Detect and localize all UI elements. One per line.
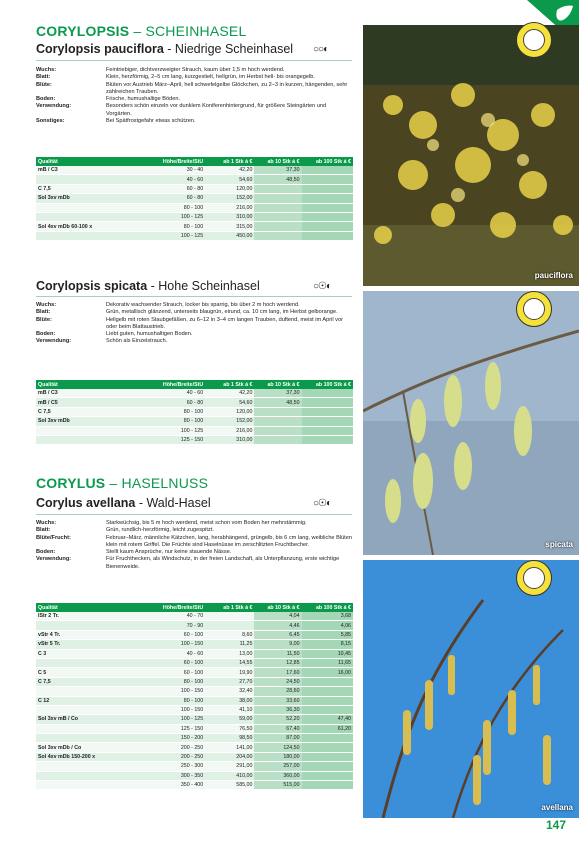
table-cell: 54,60 — [205, 398, 254, 407]
column-header: ab 1 Stk á € — [205, 157, 254, 166]
table-cell: 585,00 — [205, 781, 254, 790]
table-cell: 310,00 — [205, 212, 254, 221]
info-value: Hellgelb mit roten Staubgefäßen, zu 6–12 in 3–4 cm langen Trauben, duftend, meist im April vor oder beim Blattaustrieb. — [106, 316, 343, 330]
info-row — [36, 309, 352, 316]
table-cell: 40 - 60 — [143, 649, 205, 658]
table-cell: C 5 — [36, 668, 143, 677]
table-cell: 257,00 — [254, 762, 301, 771]
table-cell: 80 - 100 — [143, 696, 205, 705]
table-cell: 315,00 — [205, 222, 254, 231]
page-number: 147 — [546, 818, 567, 832]
table-cell: 19,90 — [205, 668, 254, 677]
info-label: Wuchs: — [36, 302, 57, 308]
flower-image — [363, 291, 579, 555]
table-cell — [36, 724, 143, 733]
info-value: Für Fruchthecken, als Windschutz, in der freien Landschaft, als Unterpflanzung, erste wichtige Bienenweide. — [106, 556, 340, 570]
table-cell: 216,00 — [205, 203, 254, 212]
table-cell: 300 - 350 — [143, 771, 205, 780]
table-cell — [302, 407, 353, 416]
table-cell: 4,46 — [254, 621, 301, 630]
table-cell: 76,50 — [205, 724, 254, 733]
info-label: Boden: — [36, 96, 56, 103]
info-label: Blüte/Frucht: — [36, 534, 71, 541]
table-cell: 33,60 — [254, 696, 301, 705]
table-row — [36, 212, 353, 221]
info-label: Blüte: — [36, 81, 52, 88]
plant-info-pauciflora — [36, 67, 352, 125]
table-cell — [302, 222, 353, 231]
table-cell — [254, 417, 301, 426]
table-cell: 40 - 60 — [143, 175, 205, 184]
info-value: Bei Spätfrostgefahr etwas schützen. — [106, 118, 196, 125]
table-cell — [254, 194, 301, 203]
quality-seal-icon — [516, 560, 552, 596]
table-cell: 37,30 — [254, 389, 301, 398]
info-row — [36, 103, 352, 118]
table-cell — [205, 621, 254, 630]
table-cell: 200 - 250 — [143, 752, 205, 761]
table-cell — [302, 166, 353, 175]
info-value: Besonders schön einzeln vor dunklem Koniferenhintergrund, für größere Steingärten und Vorgärten. — [106, 103, 327, 117]
info-value: Stellt kaum Ansprüche, nur keine stauende Nässe. — [106, 549, 232, 556]
table-row — [36, 166, 353, 175]
table-row — [36, 630, 353, 639]
info-value: Grün, rundlich-herzförmig, leicht zugespitzt. — [106, 527, 214, 534]
table-cell: 124,50 — [254, 743, 301, 752]
table-cell: 360,00 — [254, 771, 301, 780]
table-cell: 60 - 80 — [143, 194, 205, 203]
shrub-image — [363, 25, 579, 286]
info-label: Verwendung: — [36, 338, 72, 345]
column-header: Höhe/Breite/StU — [143, 157, 205, 166]
info-value: Grün, metallisch glänzend, unterseits blaugrün, eirund, ca. 10 cm lang, im Herbst gelborange. — [106, 309, 338, 316]
table-cell — [302, 389, 353, 398]
table-cell: 48,50 — [254, 175, 301, 184]
photo-spicata — [363, 291, 579, 555]
table-cell: mB / C3 — [36, 389, 143, 398]
table-cell — [302, 677, 353, 686]
table-cell: 125 - 150 — [143, 435, 205, 444]
plant-info-spicata — [36, 302, 352, 346]
table-cell: 13,00 — [205, 649, 254, 658]
table-cell: 24,50 — [254, 677, 301, 686]
info-label: Wuchs: — [36, 67, 57, 73]
table-cell: 60 - 80 — [143, 398, 205, 407]
table-cell — [302, 212, 353, 221]
info-value: Liebt guten, humushaltigen Boden. — [106, 331, 193, 338]
table-cell — [302, 762, 353, 771]
info-row — [36, 331, 352, 338]
info-row — [36, 302, 352, 309]
table-cell — [302, 435, 353, 444]
column-header: ab 10 Stk á € — [254, 380, 301, 389]
plant-info-avellana — [36, 520, 352, 571]
table-cell — [36, 435, 143, 444]
column-header: Höhe/Breite/StU — [143, 603, 205, 612]
table-cell: 60 - 100 — [143, 630, 205, 639]
info-label: Boden: — [36, 331, 56, 338]
table-cell: 515,00 — [254, 781, 301, 790]
table-cell: 38,00 — [205, 696, 254, 705]
table-cell: 60 - 100 — [143, 668, 205, 677]
table-row — [36, 696, 353, 705]
info-row — [36, 82, 352, 97]
table-cell — [254, 203, 301, 212]
table-cell — [302, 743, 353, 752]
table-cell: Sol 4xv mDb 150-200 x — [36, 752, 143, 761]
table-cell: 40 - 70 — [143, 612, 205, 621]
table-cell: 410,00 — [205, 771, 254, 780]
table-row — [36, 771, 353, 780]
table-row — [36, 612, 353, 621]
table-row — [36, 398, 353, 407]
table-cell: 80 - 100 — [143, 417, 205, 426]
table-cell — [36, 771, 143, 780]
plant-title-avellana: Corylus avellana - Wald-Hasel — [36, 496, 211, 510]
site-symbols-icon: ○☉◐ — [313, 498, 332, 509]
table-cell: 37,30 — [254, 166, 301, 175]
table-cell — [36, 687, 143, 696]
table-row — [36, 668, 353, 677]
info-label: Verwendung: — [36, 103, 72, 110]
table-cell: 4,04 — [254, 612, 301, 621]
table-cell — [36, 658, 143, 667]
table-row — [36, 705, 353, 714]
table-row — [36, 734, 353, 743]
table-row — [36, 658, 353, 667]
table-cell: 5,85 — [302, 630, 353, 639]
table-cell — [302, 203, 353, 212]
table-header — [36, 380, 353, 389]
table-cell: 30 - 40 — [143, 166, 205, 175]
quality-seal-icon — [516, 291, 552, 327]
table-cell: 41,10 — [205, 705, 254, 714]
table-cell: 250 - 300 — [143, 762, 205, 771]
table-cell: 36,30 — [254, 705, 301, 714]
table-cell: 216,00 — [205, 426, 254, 435]
table-cell: 60 - 100 — [143, 658, 205, 667]
site-symbols-icon: ○○◐ — [313, 44, 329, 55]
column-header: ab 10 Stk á € — [254, 157, 301, 166]
info-row — [36, 96, 352, 103]
table-row — [36, 194, 353, 203]
table-cell: 100 - 150 — [143, 687, 205, 696]
table-cell — [302, 175, 353, 184]
table-cell: C 7,5 — [36, 677, 143, 686]
table-cell: 350 - 400 — [143, 781, 205, 790]
table-cell — [302, 705, 353, 714]
table-cell: 54,60 — [205, 175, 254, 184]
table-cell: 100 - 150 — [143, 640, 205, 649]
section-title-corylopsis: CORYLOPSIS – SCHEINHASEL — [36, 23, 247, 39]
info-value: Schön als Einzelstrauch. — [106, 338, 168, 345]
table-cell: 150 - 200 — [143, 734, 205, 743]
info-value: Klein, herzförmig, 2–5 cm lang, kurzgestielt, hellgrün, im Herbst hell- bis orangegelb. — [106, 74, 315, 81]
table-row — [36, 426, 353, 435]
photo-caption: spicata — [545, 540, 573, 549]
table-cell — [254, 222, 301, 231]
table-cell — [254, 231, 301, 240]
table-cell: 180,00 — [254, 752, 301, 761]
table-cell: mB / C5 — [36, 398, 143, 407]
table-cell: 80 - 100 — [143, 677, 205, 686]
table-row — [36, 203, 353, 212]
table-cell — [302, 734, 353, 743]
table-cell: Sol 3xv mB / Co — [36, 715, 143, 724]
column-header: ab 1 Stk á € — [205, 380, 254, 389]
table-cell: 200 - 250 — [143, 743, 205, 752]
table-cell: 70 - 90 — [143, 621, 205, 630]
table-cell: 11,25 — [205, 640, 254, 649]
table-cell: 80 - 100 — [143, 203, 205, 212]
table-cell: 67,40 — [254, 724, 301, 733]
table-cell — [36, 781, 143, 790]
table-cell: 125 - 150 — [143, 724, 205, 733]
table-cell: 291,00 — [205, 762, 254, 771]
table-cell: 152,00 — [205, 194, 254, 203]
divider — [36, 514, 352, 515]
table-row — [36, 640, 353, 649]
info-value: Feintriebiger, dichtverzweigter Strauch, kaum über 1,5 m hoch werdend. — [106, 67, 285, 73]
table-cell: 204,00 — [205, 752, 254, 761]
table-cell: Sol 3xv mDb — [36, 417, 143, 426]
column-header: ab 10 Stk á € — [254, 603, 301, 612]
table-cell: 9,00 — [254, 640, 301, 649]
table-cell: 152,00 — [205, 417, 254, 426]
info-label: Blüte: — [36, 316, 52, 323]
info-label: Verwendung: — [36, 556, 72, 563]
table-row — [36, 435, 353, 444]
table-cell: Sol 3xv mDb / Co — [36, 743, 143, 752]
table-row — [36, 222, 353, 231]
table-cell — [302, 231, 353, 240]
info-label: Blatt: — [36, 74, 51, 81]
column-header: Höhe/Breite/StU — [143, 380, 205, 389]
table-cell: 3,68 — [302, 612, 353, 621]
photo-avellana — [363, 560, 579, 818]
table-cell: 47,40 — [302, 715, 353, 724]
table-cell: 450,00 — [205, 231, 254, 240]
table-row — [36, 715, 353, 724]
info-row — [36, 527, 352, 534]
table-row — [36, 743, 353, 752]
table-header — [36, 157, 353, 166]
photo-pauciflora — [363, 25, 579, 286]
photo-caption: avellana — [541, 803, 573, 812]
table-cell: vStr 4 Tr. — [36, 630, 143, 639]
table-row — [36, 389, 353, 398]
info-value: Starkwüchsig, bis 5 m hoch werdend, meist schon vom Boden her mehrstämmig. — [106, 520, 307, 526]
table-cell: 87,00 — [254, 734, 301, 743]
table-cell — [36, 621, 143, 630]
table-cell: C 7,5 — [36, 407, 143, 416]
table-cell — [36, 212, 143, 221]
info-value: Frische, humushaltige Böden. — [106, 96, 181, 103]
table-cell: C 12 — [36, 696, 143, 705]
table-cell: 8,15 — [302, 640, 353, 649]
table-cell: 80 - 100 — [143, 222, 205, 231]
info-value: Blüten vor Austrieb März–April, hell schwefelgelbe Glöckchen, zu 2–3 in kurzen, hängenden, sehr zahlreichen Trauben. — [106, 81, 348, 95]
table-cell — [205, 612, 254, 621]
table-cell: 40 - 60 — [143, 389, 205, 398]
table-cell: 100 - 150 — [143, 705, 205, 714]
table-row — [36, 762, 353, 771]
table-cell: 4,06 — [302, 621, 353, 630]
column-header: ab 1 Stk á € — [205, 603, 254, 612]
section-title-corylus: CORYLUS – HASELNUSS — [36, 475, 209, 491]
table-row — [36, 417, 353, 426]
table-row — [36, 621, 353, 630]
info-row — [36, 549, 352, 556]
table-cell — [36, 762, 143, 771]
table-cell: 11,50 — [254, 649, 301, 658]
table-row — [36, 677, 353, 686]
column-header: Qualität — [36, 157, 143, 166]
info-label: Wuchs: — [36, 520, 57, 526]
info-row — [36, 520, 352, 527]
table-cell: 28,60 — [254, 687, 301, 696]
table-cell: 32,40 — [205, 687, 254, 696]
table-row — [36, 781, 353, 790]
table-cell: 61,20 — [302, 724, 353, 733]
divider — [36, 296, 352, 297]
table-cell — [302, 771, 353, 780]
info-row — [36, 556, 352, 571]
table-cell — [302, 696, 353, 705]
table-cell: 12,85 — [254, 658, 301, 667]
table-cell: 14,55 — [205, 658, 254, 667]
table-cell: 48,50 — [254, 398, 301, 407]
table-cell: 8,60 — [205, 630, 254, 639]
table-cell: 42,20 — [205, 389, 254, 398]
table-cell: 10,45 — [302, 649, 353, 658]
table-cell: 17,60 — [254, 668, 301, 677]
table-cell: 60 - 80 — [143, 184, 205, 193]
table-cell: 59,00 — [205, 715, 254, 724]
table-cell: Sol 4xv mDb 60-100 x — [36, 222, 143, 231]
column-header: ab 100 Stk á € — [302, 157, 353, 166]
table-cell: lStr 2 Tr. — [36, 612, 143, 621]
table-cell: 120,00 — [205, 407, 254, 416]
column-header: ab 100 Stk á € — [302, 603, 353, 612]
table-cell: 42,20 — [205, 166, 254, 175]
photo-caption: pauciflora — [534, 271, 573, 280]
table-cell: 120,00 — [205, 184, 254, 193]
column-header: Qualität — [36, 380, 143, 389]
table-cell: mB / C3 — [36, 166, 143, 175]
table-row — [36, 649, 353, 658]
price-table-spicata — [36, 380, 353, 445]
table-cell — [36, 203, 143, 212]
table-cell: 80 - 100 — [143, 407, 205, 416]
table-cell: vStr 5 Tr. — [36, 640, 143, 649]
table-cell — [302, 781, 353, 790]
table-cell: 11,65 — [302, 658, 353, 667]
info-row — [36, 74, 352, 81]
table-cell — [36, 231, 143, 240]
price-table-avellana — [36, 603, 353, 790]
table-cell: 6,45 — [254, 630, 301, 639]
table-cell — [302, 184, 353, 193]
plant-title-spicata: Corylopsis spicata - Hohe Scheinhasel — [36, 279, 260, 293]
table-cell: C 7,5 — [36, 184, 143, 193]
table-cell: 52,20 — [254, 715, 301, 724]
info-row — [36, 317, 352, 332]
table-cell — [36, 426, 143, 435]
info-row — [36, 118, 352, 125]
table-cell — [302, 752, 353, 761]
table-row — [36, 175, 353, 184]
info-value: Februar–März, männliche Kätzchen, lang, herabhängend, grüngelb, bis 6 cm lang, weibliche Blüten klein mit rotem Griffel. Die Früchte sind Haselnüsse im zerschlitzten Fruchtbecher. — [106, 534, 352, 548]
table-cell — [254, 212, 301, 221]
table-cell: 98,50 — [205, 734, 254, 743]
info-label: Boden: — [36, 549, 56, 556]
table-row — [36, 407, 353, 416]
table-cell: 141,00 — [205, 743, 254, 752]
divider — [36, 60, 352, 61]
info-label: Sonstiges: — [36, 118, 65, 125]
info-row — [36, 338, 352, 345]
info-row — [36, 535, 352, 550]
table-cell — [302, 398, 353, 407]
table-cell: 100 - 125 — [143, 231, 205, 240]
table-cell — [254, 435, 301, 444]
table-cell: 16,00 — [302, 668, 353, 677]
table-cell: 100 - 125 — [143, 426, 205, 435]
info-row — [36, 67, 352, 74]
catkin-image — [363, 560, 579, 818]
table-cell — [302, 426, 353, 435]
table-cell: 310,00 — [205, 435, 254, 444]
table-cell — [254, 407, 301, 416]
table-header — [36, 603, 353, 612]
table-row — [36, 231, 353, 240]
table-cell — [254, 426, 301, 435]
table-cell: 100 - 125 — [143, 715, 205, 724]
quality-seal-icon — [516, 22, 552, 58]
table-cell — [36, 175, 143, 184]
table-cell — [36, 734, 143, 743]
table-row — [36, 724, 353, 733]
info-label: Blatt: — [36, 527, 51, 534]
info-value: Dekorativ wachsender Strauch, locker bis sparrig, bis über 2 m hoch werdend. — [106, 302, 300, 308]
info-label: Blatt: — [36, 309, 51, 316]
site-symbols-icon: ○☉◐ — [313, 281, 332, 292]
table-cell: 27,70 — [205, 677, 254, 686]
column-header: ab 100 Stk á € — [302, 380, 353, 389]
table-cell — [254, 184, 301, 193]
table-cell: Sol 3xv mDb — [36, 194, 143, 203]
price-table-pauciflora — [36, 157, 353, 241]
table-cell — [36, 705, 143, 714]
table-cell — [302, 194, 353, 203]
column-header: Qualität — [36, 603, 143, 612]
table-row — [36, 184, 353, 193]
table-cell — [302, 687, 353, 696]
table-cell: C 3 — [36, 649, 143, 658]
plant-title-pauciflora: Corylopsis pauciflora - Niedrige Scheinhasel — [36, 42, 294, 56]
table-row — [36, 752, 353, 761]
table-cell: 100 - 125 — [143, 212, 205, 221]
table-row — [36, 687, 353, 696]
table-cell — [302, 417, 353, 426]
